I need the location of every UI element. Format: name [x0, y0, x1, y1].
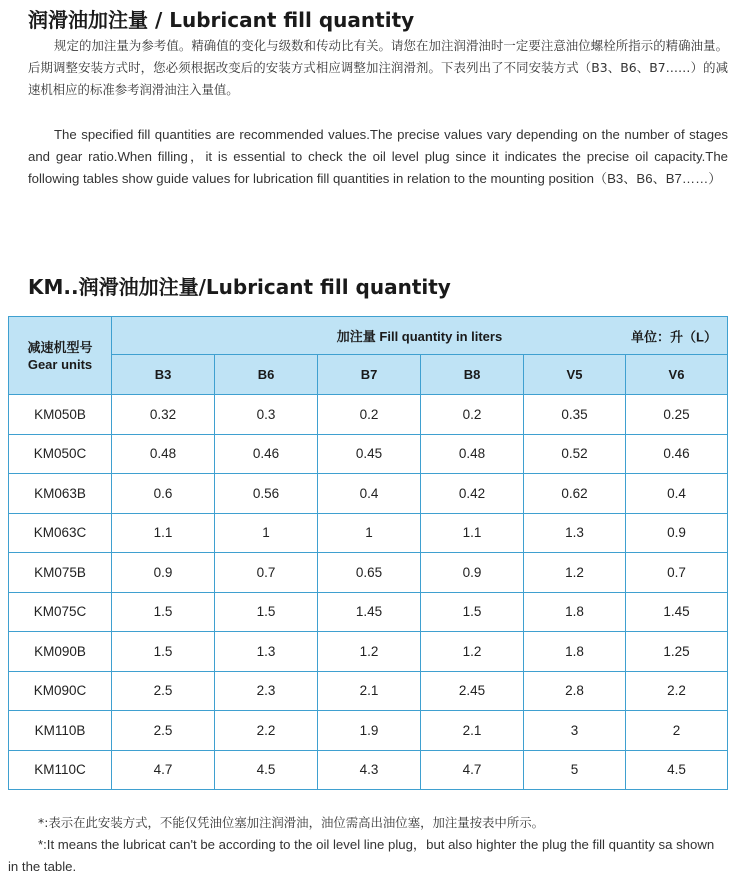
table-row: [9, 711, 728, 751]
fill-value-b3: 0.48: [112, 434, 215, 474]
fill-value-v6: 2: [626, 711, 728, 751]
fill-value-b3: 0.9: [112, 553, 215, 593]
fill-value-b6: 1.3: [215, 632, 318, 672]
fill-value-b8: 1.1: [421, 513, 524, 553]
fill-quantity-table: [8, 316, 728, 790]
fill-value-b7: 1.9: [318, 711, 421, 751]
fill-value-v6: 0.46: [626, 434, 728, 474]
table-row: [9, 434, 728, 474]
fill-value-b7: 0.45: [318, 434, 421, 474]
gear-unit-model: KM090C: [9, 671, 112, 711]
fill-value-b6: 1: [215, 513, 318, 553]
fill-value-v6: 1.25: [626, 632, 728, 672]
fill-value-b3: 1.1: [112, 513, 215, 553]
fill-value-v6: 0.25: [626, 395, 728, 435]
column-header-b7: B7: [318, 355, 421, 395]
fill-value-b7: 0.65: [318, 553, 421, 593]
fill-value-b6: 0.56: [215, 474, 318, 514]
fill-value-b3: 0.32: [112, 395, 215, 435]
fill-value-b8: 2.1: [421, 711, 524, 751]
paragraph-english: The specified fill quantities are recommended values.The precise values vary depending on the number of stages and gear ratio.When filling，it is essential to check the oil level plug since it indicates the precise oil capacity.The following tables show guide values for lubrication fill quantities in relation to the mounting position（B3、B6、B7……）: [28, 127, 728, 186]
gear-unit-model: KM050C: [9, 434, 112, 474]
fill-value-v5: 1.8: [524, 632, 626, 672]
table-header-row: [9, 317, 728, 355]
fill-value-b8: 2.45: [421, 671, 524, 711]
gear-unit-model: KM075C: [9, 592, 112, 632]
fill-value-b6: 0.46: [215, 434, 318, 474]
fill-value-b8: 0.42: [421, 474, 524, 514]
fill-value-b8: 1.5: [421, 592, 524, 632]
fill-value-v6: 1.45: [626, 592, 728, 632]
gear-unit-model: KM050B: [9, 395, 112, 435]
fill-quantity-header: [112, 317, 728, 355]
fill-value-b7: 1.2: [318, 632, 421, 672]
gear-unit-model: KM110B: [9, 711, 112, 751]
fill-value-v6: 0.7: [626, 553, 728, 593]
fill-value-v5: 2.8: [524, 671, 626, 711]
column-header-b6: B6: [215, 355, 318, 395]
fill-value-b7: 1: [318, 513, 421, 553]
table-row: [9, 474, 728, 514]
column-header-v5: V5: [524, 355, 626, 395]
fill-value-b6: 2.2: [215, 711, 318, 751]
fill-value-b6: 1.5: [215, 592, 318, 632]
fill-value-v5: 5: [524, 750, 626, 790]
footnote-english: *:It means the lubricat can't be according to the oil level line plug，but also highter the plug the fill quantity sa shown in the table.: [8, 837, 715, 874]
fill-value-b6: 0.7: [215, 553, 318, 593]
gear-units-header-en: Gear units: [27, 356, 93, 372]
gear-unit-model: KM075B: [9, 553, 112, 593]
fill-value-b8: 1.2: [421, 632, 524, 672]
table-row: [9, 632, 728, 672]
fill-value-v6: 0.4: [626, 474, 728, 514]
fill-value-v5: 0.52: [524, 434, 626, 474]
column-header-b8: B8: [421, 355, 524, 395]
table-row: [9, 592, 728, 632]
paragraph-chinese: 规定的加注量为参考值。精确值的变化与级数和传动比有关。请您在加注润滑油时一定要注意油位螺栓所指示的精确油量。后期调整安装方式时，您必须根据改变后的安装方式相应调整加注润滑剂。下表列出了不同安装方式（B3、B6、B7……）的减速机相应的标准参考润滑油注入量值。: [28, 38, 728, 97]
table-row: [9, 750, 728, 790]
fill-value-b8: 4.7: [421, 750, 524, 790]
fill-quantity-label: 加注量 Fill quantity in liters: [336, 329, 503, 344]
fill-value-b3: 2.5: [112, 671, 215, 711]
section-title-km: KM..润滑油加注量/Lubricant fill quantity: [28, 275, 451, 299]
fill-value-v5: 0.62: [524, 474, 626, 514]
gear-unit-model: KM063C: [9, 513, 112, 553]
column-header-v6: V6: [626, 355, 728, 395]
section-title-lubricant: 润滑油加注量 / Lubricant fill quantity: [28, 8, 415, 32]
fill-value-v6: 0.9: [626, 513, 728, 553]
table-row: [9, 671, 728, 711]
fill-value-b3: 4.7: [112, 750, 215, 790]
fill-value-b7: 1.45: [318, 592, 421, 632]
fill-value-v5: 1.2: [524, 553, 626, 593]
gear-unit-model: KM063B: [9, 474, 112, 514]
fill-value-b7: 0.2: [318, 395, 421, 435]
fill-value-b3: 2.5: [112, 711, 215, 751]
fill-value-b6: 4.5: [215, 750, 318, 790]
gear-unit-model: KM110C: [9, 750, 112, 790]
footnote-chinese: *:表示在此安装方式，不能仅凭油位塞加注润滑油，油位需高出油位塞，加注量按表中所示。: [38, 815, 544, 830]
fill-value-v6: 2.2: [626, 671, 728, 711]
fill-value-b7: 0.4: [318, 474, 421, 514]
table-row: [9, 395, 728, 435]
fill-value-b7: 2.1: [318, 671, 421, 711]
fill-value-v5: 1.3: [524, 513, 626, 553]
table-row: [9, 513, 728, 553]
table-body: [9, 395, 728, 790]
fill-value-b8: 0.2: [421, 395, 524, 435]
fill-value-v5: 0.35: [524, 395, 626, 435]
column-header-b3: B3: [112, 355, 215, 395]
gear-units-header: [9, 317, 112, 395]
fill-value-b6: 0.3: [215, 395, 318, 435]
fill-value-b3: 0.6: [112, 474, 215, 514]
fill-value-b3: 1.5: [112, 592, 215, 632]
fill-value-b8: 0.9: [421, 553, 524, 593]
fill-value-b3: 1.5: [112, 632, 215, 672]
unit-label: 单位：升（L）: [631, 329, 717, 344]
mounting-position-header-row: [9, 355, 728, 395]
fill-value-b8: 0.48: [421, 434, 524, 474]
fill-value-v5: 1.8: [524, 592, 626, 632]
fill-value-v5: 3: [524, 711, 626, 751]
gear-unit-model: KM090B: [9, 632, 112, 672]
fill-value-b7: 4.3: [318, 750, 421, 790]
fill-value-v6: 4.5: [626, 750, 728, 790]
table-row: [9, 553, 728, 593]
fill-value-b6: 2.3: [215, 671, 318, 711]
gear-units-header-cn: 减速机型号: [27, 339, 93, 355]
